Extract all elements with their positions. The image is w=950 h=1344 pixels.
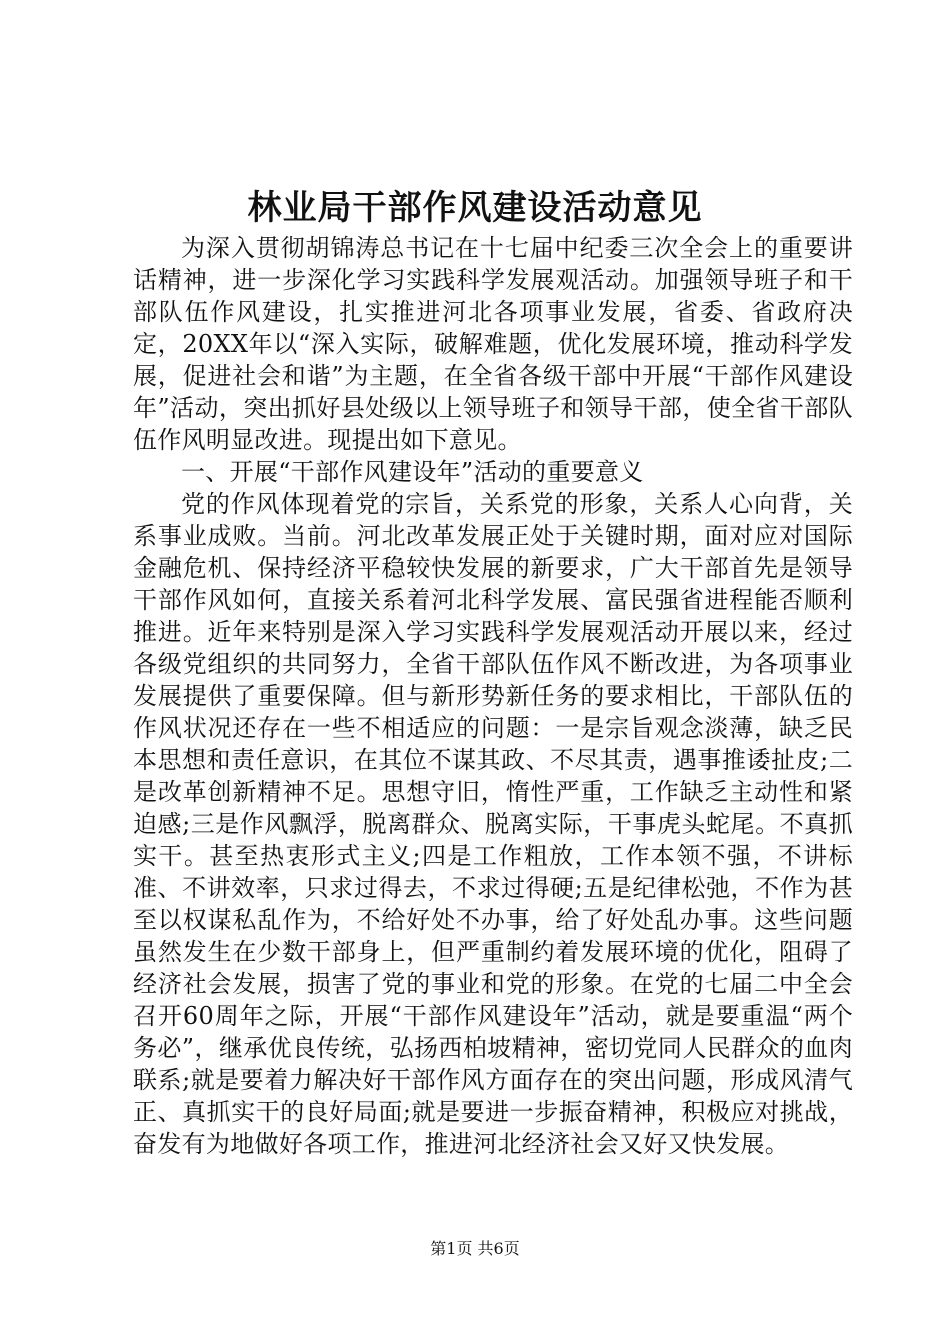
document-title: 林业局干部作风建设活动意见 [247,188,703,228]
page-number-footer: 第1页 共6页 [430,1239,520,1258]
document-body [133,232,853,1160]
intro-paragraph: 为深入贯彻胡锦涛总书记在十七届中纪委三次全会上的重要讲话精神，进一步深化学习实践科学发展观活动。加强领导班子和干部队伍作风建设，扎实推进河北各项事业发展，省委、省政府决定，20XX年以“深入实际，破解难题，优化发展环境，推动科学发展，促进社会和谐”为主题，在全省各级干部中开展“干部作风建设年”活动，突出抓好县处级以上领导班子和领导干部，使全省干部队伍作风明显改进。现提出如下意见。 [133,234,853,454]
body-paragraph: 党的作风体现着党的宗旨，关系党的形象，关系人心向背，关系事业成败。当前。河北改革发展正处于关键时期，面对应对国际金融危机、保持经济平稳较快发展的新要求，广大干部首先是领导干部作风如何，直接关系着河北科学发展、富民强省进程能否顺利推进。近年来特别是深入学习实践科学发展观活动开展以来，经过各级党组织的共同努力，全省干部队伍作风不断改进，为各项事业发展提供了重要保障。但与新形势新任务的要求相比，干部队伍的作风状况还存在一些不相适应的问题：一是宗旨观念淡薄，缺乏民本思想和责任意识，在其位不谋其政、不尽其责，遇事推诿扯皮;二是改革创新精神不足。思想守旧，惰性严重，工作缺乏主动性和紧迫感;三是作风飘浮，脱离群众、脱离实际，干事虎头蛇尾。不真抓实干。甚至热衷形式主义;四是工作粗放，工作本领不强，不讲标准、不讲效率，只求过得去，不求过得硬;五是纪律松弛，不作为甚至以权谋私乱作为，不给好处不办事，给了好处乱办事。这些问题虽然发生在少数干部身上，但严重制约着发展环境的优化，阻碍了经济社会发展，损害了党的事业和党的形象。在党的七届二中全会召开60周年之际，开展“干部作风建设年”活动，就是要重温“两个务必”，继承优良传统，弘扬西柏坡精神，密切党同人民群众的血肉联系;就是要着力解决好干部作风方面存在的突出问题，形成风清气正、真抓实干的良好局面;就是要进一步振奋精神，积极应对挑战，奋发有为地做好各项工作，推进河北经济社会又好又快发展。 [133,490,853,1158]
section-heading: 一、开展“干部作风建设年”活动的重要意义 [181,458,644,486]
